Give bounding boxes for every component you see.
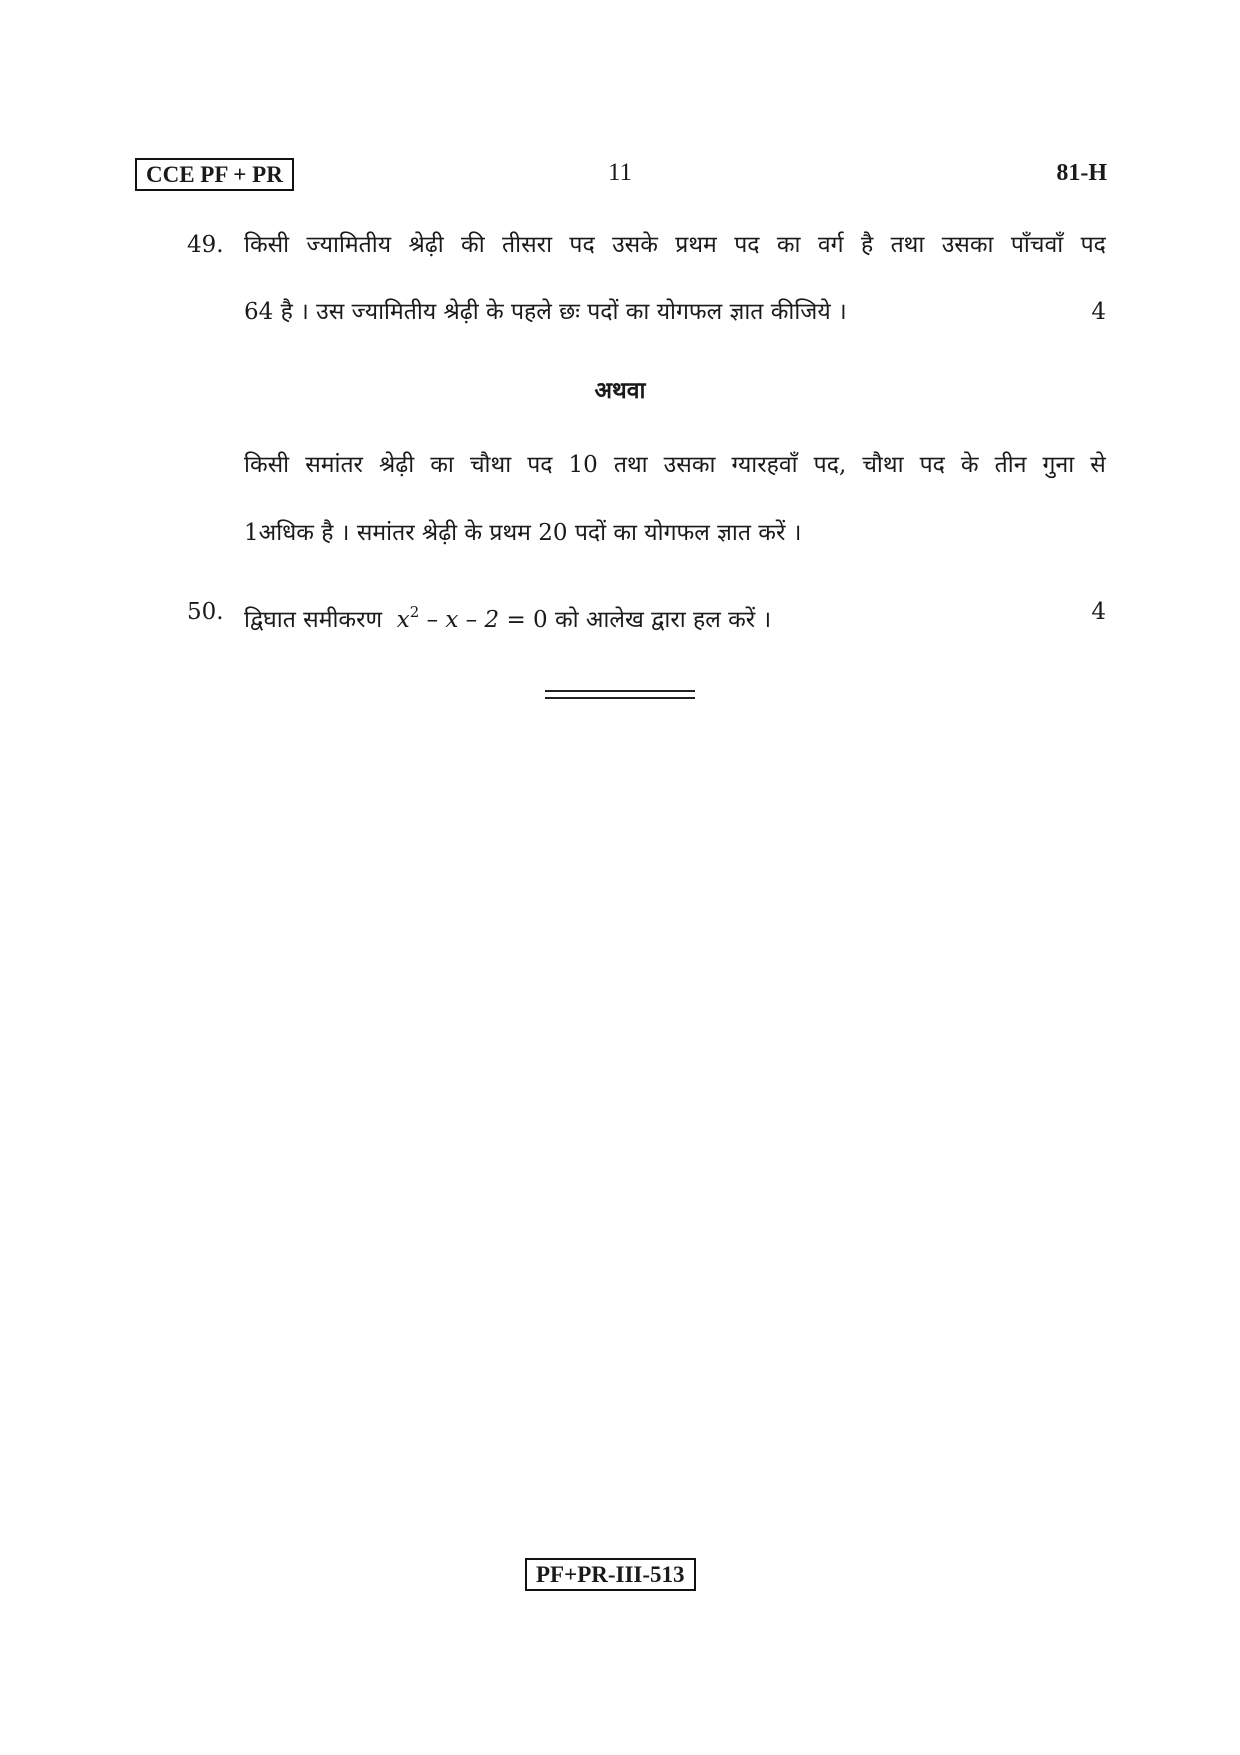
question-49-line-1 [244, 230, 1106, 260]
end-double-rule [545, 690, 695, 699]
alt-question-word: 10 [568, 452, 598, 478]
question-49-word: पद [734, 232, 760, 258]
question-49-word: पद [569, 232, 595, 258]
alt-question-word: चौथा [862, 452, 904, 478]
question-49-word: का [776, 232, 801, 258]
alt-question-word: पद, [813, 452, 847, 478]
alt-question-word: पद [527, 452, 553, 478]
alt-question-word: के [960, 452, 979, 478]
alt-question-word: तथा [613, 452, 648, 478]
question-50-text-after: = 0 को आलेख द्वारा हल करें । [499, 607, 772, 633]
or-heading: अथवा [594, 377, 646, 404]
header-code-box: CCE PF + PR [135, 158, 294, 191]
alt-question-line-1 [244, 450, 1106, 480]
equation-rest: – x – 2 [426, 607, 500, 633]
question-49-word: पद [1080, 232, 1106, 258]
paper-code: 81-H [1056, 160, 1107, 186]
question-49-number: 49. [187, 232, 224, 258]
alt-question-word: ग्यारहवाँ [731, 452, 798, 478]
question-49-word: प्रथम [675, 232, 717, 258]
alt-question-line-2: 1अधिक है । समांतर श्रेढ़ी के प्रथम 20 पदों का योगफल ज्ञात करें । [244, 520, 802, 546]
question-49-marks: 4 [1091, 299, 1106, 325]
question-49-word: तीसरा [502, 232, 553, 258]
alt-question-word: पद [919, 452, 945, 478]
question-49-word: है [860, 232, 874, 258]
question-49-word: वर्ग [817, 232, 844, 258]
question-50-line [244, 597, 1106, 635]
alt-question-word: किसी [244, 452, 290, 478]
question-49-word: किसी [244, 232, 290, 258]
question-50-text-before: द्विघात समीकरण [244, 607, 383, 633]
alt-question-word: से [1090, 452, 1106, 478]
question-50-number: 50. [187, 599, 224, 625]
alt-question-word: गुना [1042, 452, 1075, 478]
alt-question-word: का [430, 452, 454, 478]
question-49-word: उसका [941, 232, 994, 258]
question-49-word: पाँचवाँ [1010, 232, 1064, 258]
equation-exponent: 2 [409, 603, 420, 621]
alt-question-word: श्रेढ़ी [379, 452, 415, 478]
alt-question-word: समांतर [305, 452, 363, 478]
question-49-word: की [461, 232, 485, 258]
alt-question-word: उसका [663, 452, 716, 478]
footer-code-box: PF+PR-III-513 [525, 1558, 696, 1591]
page-number: 11 [607, 159, 633, 186]
question-50-marks: 4 [1091, 599, 1106, 625]
equation [396, 603, 500, 633]
alt-question-word: तीन [994, 452, 1027, 478]
question-49-word: श्रेढ़ी [408, 232, 444, 258]
question-49-word: ज्यामितीय [306, 232, 392, 258]
question-49-word: उसके [612, 232, 658, 258]
equation-base: x [396, 607, 410, 633]
question-49-line-2: 64 है । उस ज्यामितीय श्रेढ़ी के पहले छः पदों का योगफल ज्ञात कीजिये । [244, 299, 847, 325]
alt-question-word: चौथा [469, 452, 512, 478]
question-49-word: तथा [890, 232, 925, 258]
